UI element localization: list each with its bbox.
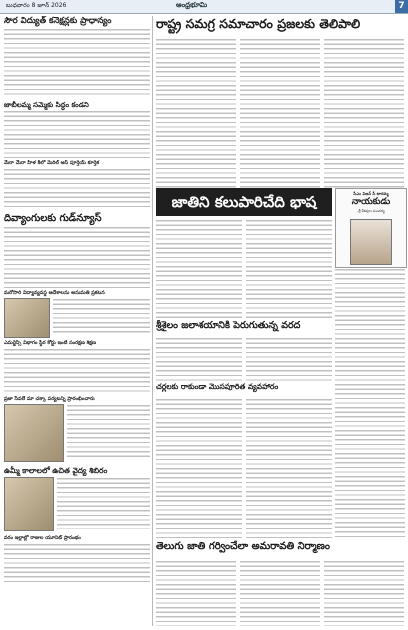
story2-title: జాబీలమ్మ సమ్మెకు సిద్ధం కండని [4, 100, 89, 109]
banner-story-body [156, 219, 332, 319]
chandrababu-col2 [246, 398, 332, 538]
page-header [0, 0, 408, 14]
story8-title: ఉమ్మీ కాలాలలో ఉచిత వైద్య శిబిరం [4, 466, 108, 475]
chandrababu-col1 [156, 398, 242, 538]
main-story-col1 [156, 38, 236, 188]
issue-date: బుధవారం 8 జూన్ 2026 [6, 2, 67, 9]
story8-body [57, 477, 150, 529]
chandrababu-headline: చర్లలకు రాకుండా మొసపూరిత వ్యవహారం [156, 382, 279, 391]
story2-body [4, 110, 150, 158]
story7-title: ప్రజా సేవలే మా చక్కా పర్యటన్ని ప్రారంభించారు [4, 396, 95, 402]
right-box-title-line1: సీఎం విజన్ సీ టారమ్మ [353, 191, 389, 196]
column-divider [152, 16, 153, 626]
right-column-body [335, 268, 405, 538]
story9-title: వరం ఇల్లాల్లో రాజుల యూనిట్ ప్రారంభం [4, 535, 81, 541]
main-headline: రాష్ట్ర సమగ్ర సమాచారం ప్రజలకు తెలిపాలి [156, 16, 361, 31]
banner-story-col1 [156, 219, 242, 319]
story9-body [4, 543, 150, 583]
chandrababu-body [156, 398, 332, 538]
story1-body [4, 28, 150, 98]
right-column-text [335, 268, 405, 538]
right-box-title-line2: నాయకుడు [351, 197, 391, 207]
banner-story-col2 [246, 219, 332, 319]
newspaper-name: ఆంధ్రభూమి [176, 1, 208, 9]
language-banner: జాతిని కలుపారిచేది భాష [156, 188, 332, 216]
amaravati-col2 [240, 560, 320, 626]
srisailam-col2 [246, 337, 332, 381]
left-column [4, 16, 150, 626]
story7-photo [4, 404, 64, 462]
amaravati-col3 [324, 560, 404, 626]
story8-photo [4, 477, 54, 531]
story4-body [4, 226, 150, 288]
story4-title: దివ్యాంగులకు గుడ్‌న్యూస్ [4, 213, 102, 224]
srisailam-headline: శ్రీశైలం జలాశయానికి పెరుగుతున్న వరద [156, 320, 301, 331]
main-story-col2 [240, 38, 320, 188]
right-feature-box [335, 188, 407, 268]
story1-title: సౌర విద్యుత్ కనెక్షన్లకు ప్రాధాన్యం [4, 16, 112, 26]
page-number: 7 [395, 0, 408, 13]
srisailam-col1 [156, 337, 242, 381]
story5-photo [4, 298, 50, 338]
main-story-col3 [324, 38, 404, 188]
story5-title: మరోసారి విద్యావ్యవస్థ ఆదేశాలను అనుమతి ప్రకటన [4, 290, 105, 296]
amaravati-body [156, 560, 404, 626]
story7-body [67, 404, 150, 460]
amaravati-headline: తెలుగు జాతి గర్వించేలా అమరావతి నిర్మాణం [156, 541, 330, 552]
story3-body [4, 168, 150, 210]
main-story-body [156, 38, 404, 188]
story6-title: ఎమర్జెన్సీ విభాగం స్థిర కోర్టు ఇంటి సంరక్షణ శిక్షణ [4, 340, 97, 346]
right-box-portrait [350, 219, 392, 265]
story3-title: మేరా మేరా హిళ కిలో మెరిల్ ఆస్ పూర్తెయ్ కూర్తెక [4, 160, 100, 166]
story6-body [4, 348, 150, 394]
story5-body [53, 298, 150, 336]
amaravati-col1 [156, 560, 236, 626]
srisailam-body [156, 337, 332, 381]
right-box-subtitle: -శ్రీ కేశవుల సుందర్య [357, 209, 385, 213]
